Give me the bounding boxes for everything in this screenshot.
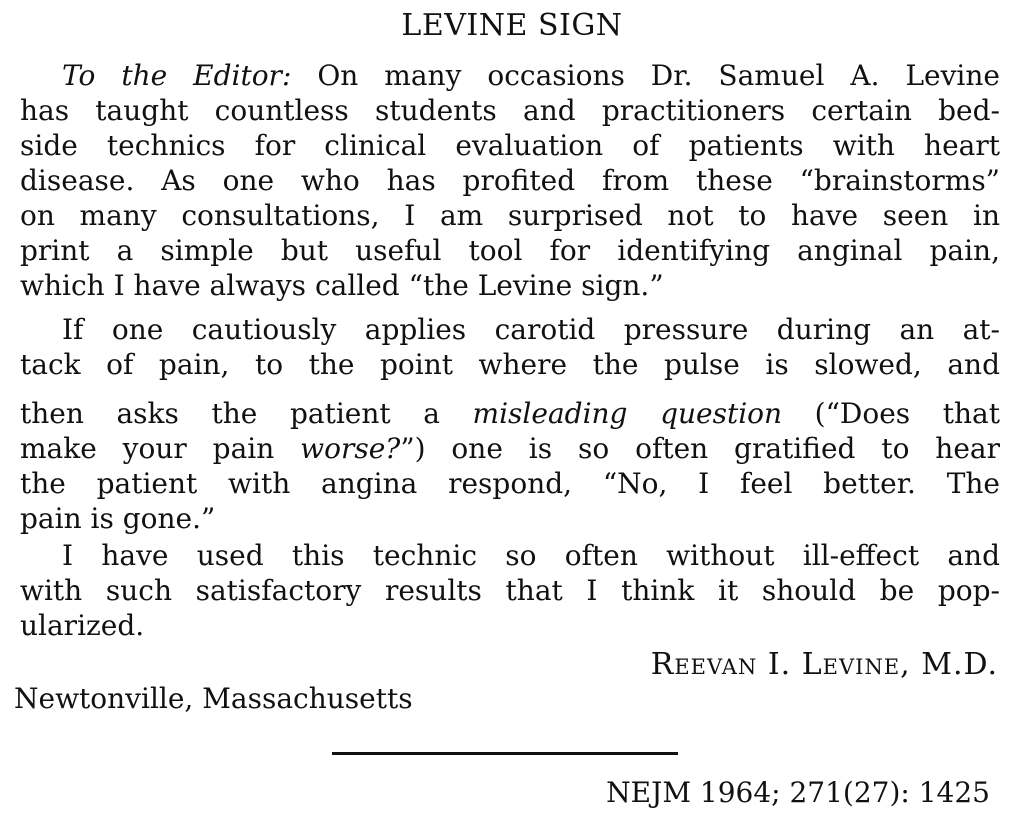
paragraph-1-line-1-text: On many occasions Dr. Samuel A. Levine <box>291 59 1000 92</box>
paragraph-3 <box>20 396 1000 536</box>
paragraph-2-line-1: If one cautiously applies carotid pressure during an at- <box>62 313 1000 346</box>
paragraph-1-line-1 <box>20 58 1000 93</box>
paragraph-2-line-2: tack of pain, to the point where the pulse is slowed, and <box>20 348 1000 381</box>
citation: NEJM 1964; 271(27): 1425 <box>606 776 990 809</box>
paragraph-3-line-3: the patient with angina respond, “No, I feel better. The <box>20 467 1000 500</box>
paragraph-3-line-1-a: then asks the patient a <box>20 397 473 430</box>
paragraph-2 <box>20 312 1000 382</box>
misleading-question-emphasis: misleading question <box>472 397 783 430</box>
paragraph-1-line-6: print a simple but useful tool for identifying anginal pain, <box>20 234 1000 267</box>
paragraph-3-line-2 <box>20 431 1000 466</box>
paragraph-1 <box>20 58 1000 303</box>
paragraph-3-line-1-b: (“Does that <box>782 397 1000 430</box>
paragraph-4-line-3: ularized. <box>20 609 145 642</box>
author-location: Newtonville, Massachusetts <box>14 682 413 715</box>
separator-rule <box>332 752 678 755</box>
paragraph-1-line-4: disease. As one who has profited from these “brainstorms” <box>20 164 1000 197</box>
letter-title: LEVINE SIGN <box>401 8 623 43</box>
paragraph-4-line-2: with such satisfactory results that I think it should be pop- <box>20 574 1000 607</box>
paragraph-4 <box>20 538 1000 643</box>
paragraph-1-line-7: which I have always called “the Levine sign.” <box>20 269 664 302</box>
worse-emphasis: worse? <box>300 432 401 465</box>
paragraph-3-line-2-a: make your pain <box>20 432 301 465</box>
paragraph-3-line-2-b: ”) one is so often gratified to hear <box>400 432 1000 465</box>
paragraph-4-line-1: I have used this technic so often without ill-effect and <box>62 539 1000 572</box>
paragraph-1-line-3: side technics for clinical evaluation of patients with heart <box>20 129 1000 162</box>
salutation: To the Editor: <box>62 59 292 92</box>
paragraph-1-line-2: has taught countless students and practitioners certain bed- <box>20 94 1000 127</box>
paragraph-3-line-1 <box>20 396 1000 431</box>
paragraph-3-line-4: pain is gone.” <box>20 502 216 535</box>
signature: Reevan I. Levine, M.D. <box>650 647 998 682</box>
paragraph-1-line-5: on many consultations, I am surprised not to have seen in <box>20 199 1000 232</box>
